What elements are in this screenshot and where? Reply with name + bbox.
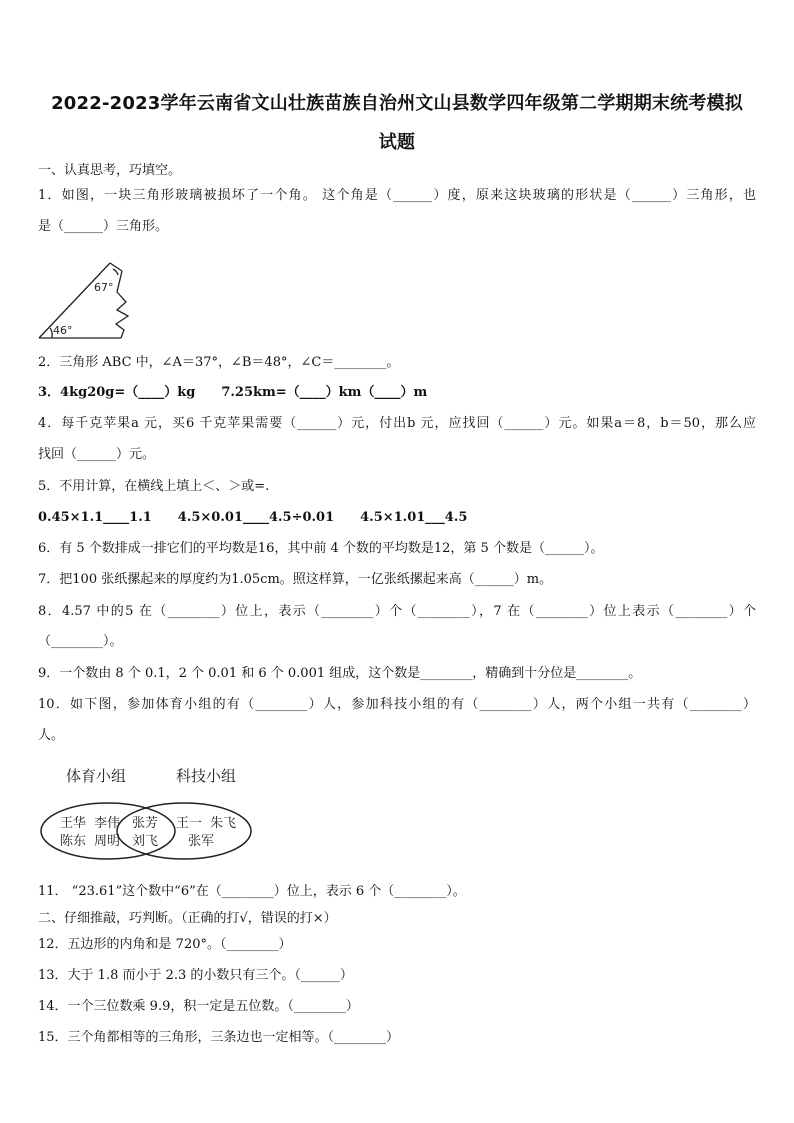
question-10-line-1: 10．如下图，参加体育小组的有（________）人，参加科技小组的有（________）人，两个小组一共有（________）: [38, 697, 756, 712]
angle-label-top: 67°: [94, 281, 114, 294]
question-5-line-2: 0.45×1.1____1.1 4.5×0.01____4.5÷0.01 4.5×1.01___4.5: [38, 510, 468, 525]
question-8-line-2: （________）。: [38, 634, 123, 649]
broken-edge: [116, 271, 128, 338]
question-5-line-1: 5．不用计算，在横线上填上＜、＞或=.: [38, 479, 270, 494]
section-2-heading: 二、仔细推敲，巧判断。（正确的打√，错误的打×）: [38, 911, 337, 926]
question-8-line-1: 8．4.57 中的5 在（________）位上，表示（________）个（________），7 在（________）位上表示（________）个: [38, 604, 756, 619]
broken-triangle-figure: [36, 258, 136, 342]
question-1-line-2: 是（______）三角形。: [38, 219, 169, 234]
triangle-top-edge: [110, 263, 122, 271]
question-14: 14．一个三位数乘 9.9，积一定是五位数。（________）: [38, 999, 359, 1014]
angle-label-left: 46°: [53, 324, 73, 337]
venn-circle-science: [117, 803, 251, 859]
question-6: 6．有 5 个数排成一排它们的平均数是16，其中前 4 个数的平均数是12，第 5 个数是（______）。: [38, 541, 604, 556]
venn-label-science: 科技小组: [176, 767, 237, 785]
question-11: 11． “23.61”这个数中“6”在（________）位上，表示 6 个（________）。: [38, 884, 466, 899]
triangle-hypotenuse: [39, 263, 110, 338]
venn-member: 陈东: [60, 834, 87, 849]
venn-member: 王一: [176, 816, 203, 831]
angle-arc-top: [113, 269, 118, 275]
question-7: 7．把100 张纸摞起来的厚度约为1.05cm。照这样算，一亿张纸摞起来高（______）m。: [38, 572, 553, 587]
question-12: 12．五边形的内角和是 720°。（________）: [38, 937, 292, 952]
page-title-continued: 试题: [378, 132, 416, 153]
question-3: 3．4kg20g=（____）kg 7.25km=（____）km（____）m: [38, 385, 428, 400]
question-4-line-2: 找回（______）元。: [38, 447, 156, 462]
section-1-heading: 一、认真思考，巧填空。: [38, 163, 182, 178]
question-2: 2．三角形 ABC 中，∠A＝37°，∠B＝48°，∠C＝________。: [38, 355, 400, 370]
question-13: 13．大于 1.8 而小于 2.3 的小数只有三个。（______）: [38, 968, 353, 983]
question-9: 9．一个数由 8 个 0.1，2 个 0.01 和 6 个 0.001 组成，这个数是________，精确到十分位是________。: [38, 666, 642, 681]
question-10-line-2: 人。: [38, 728, 65, 743]
page-title: 2022-2023学年云南省文山壮族苗族自治州文山县数学四年级第二学期期末统考模拟: [51, 93, 743, 114]
venn-member: 刘飞: [132, 834, 159, 849]
venn-member: 张芳: [132, 816, 159, 831]
venn-diagram: [38, 763, 258, 863]
question-4-line-1: 4．每千克苹果a 元，买6 千克苹果需要（______）元，付出b 元，应找回（______）元。如果a＝8，b＝50，那么应: [38, 416, 756, 431]
question-15: 15．三个角都相等的三角形，三条边也一定相等。（________）: [38, 1030, 400, 1045]
angle-arc-left: [50, 328, 52, 338]
venn-member: 朱飞: [210, 816, 237, 831]
venn-member: 张军: [188, 834, 215, 849]
question-1-line-1: 1．如图，一块三角形玻璃被损坏了一个角。 这个角是（______）度，原来这块玻璃的形状是（______）三角形，也: [38, 188, 756, 203]
venn-member: 李伟: [94, 816, 121, 831]
venn-member: 周明: [94, 834, 121, 849]
venn-member: 王华: [60, 816, 87, 831]
venn-circle-sports: [41, 803, 175, 859]
venn-label-sports: 体育小组: [66, 767, 127, 785]
